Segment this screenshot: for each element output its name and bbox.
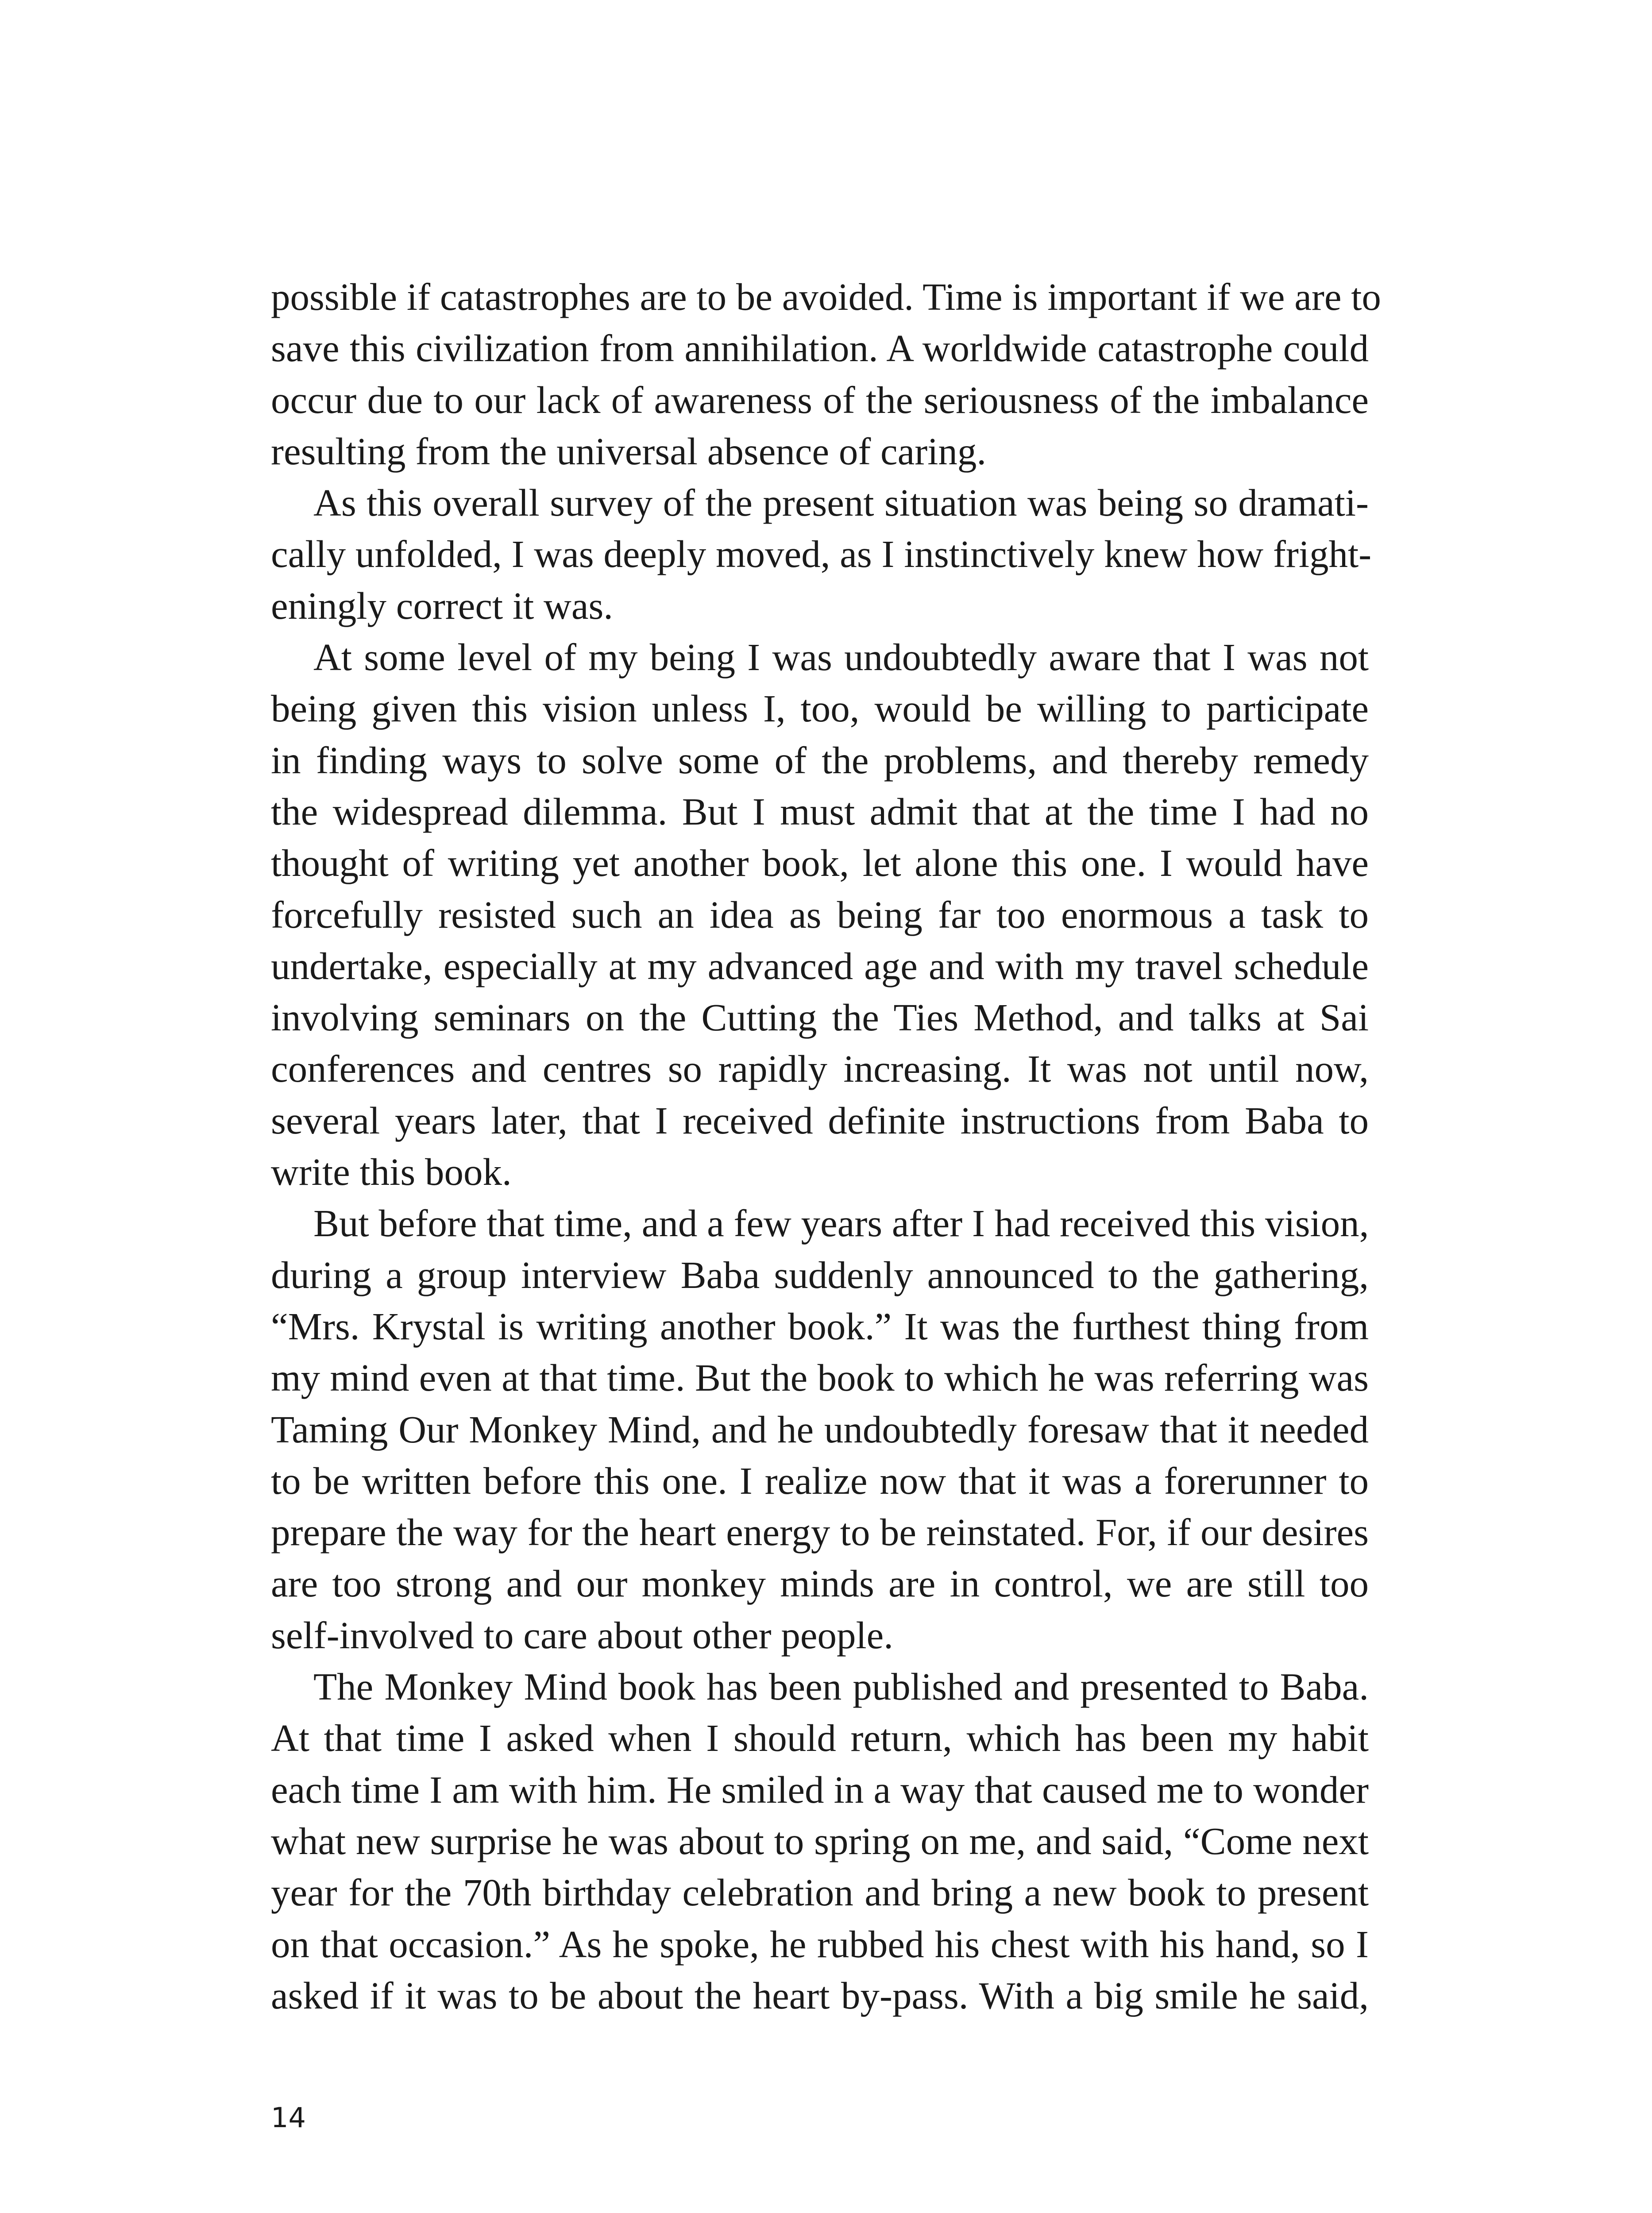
text-line: are too strong and our monkey minds are in control, we are still too	[271, 1562, 1369, 1605]
text-line: As this overall survey of the present situation was being so dramati-	[313, 481, 1369, 524]
text-line: occur due to our lack of awareness of the seriousness of the imbalance	[271, 378, 1369, 421]
text-line: possible if catastrophes are to be avoided. Time is important if we are to	[271, 275, 1381, 318]
text-line: self-involved to care about other people.	[271, 1613, 893, 1657]
text-line: eningly correct it was.	[271, 584, 614, 627]
text-line: during a group interview Baba suddenly announced to the gathering,	[271, 1253, 1369, 1296]
text-line: several years later, that I received definite instructions from Baba to	[271, 1099, 1369, 1142]
text-line: undertake, especially at my advanced age and with my travel schedule	[271, 944, 1369, 987]
text-line: being given this vision unless I, too, would be willing to participate	[271, 687, 1369, 730]
paragraph	[271, 1198, 1369, 1661]
paragraph	[271, 271, 1381, 477]
text-line: The Monkey Mind book has been published and presented to Baba.	[313, 1665, 1369, 1708]
text-line: thought of writing yet another book, let alone this one. I would have	[271, 841, 1369, 885]
text-line: write this book.	[271, 1150, 512, 1194]
text-line: the widespread dilemma. But I must admit that at the time I had no	[271, 790, 1369, 833]
text-line: asked if it was to be about the heart by-pass. With a big smile he said,	[271, 1974, 1369, 2017]
text-line: on that occasion.” As he spoke, he rubbed his chest with his hand, so I	[271, 1922, 1369, 1966]
text-line: in finding ways to solve some of the problems, and thereby remedy	[271, 738, 1369, 782]
text-line: each time I am with him. He smiled in a way that caused me to wonder	[271, 1768, 1369, 1811]
text-line: “Mrs. Krystal is writing another book.” It was the furthest thing from	[271, 1304, 1369, 1348]
text-line: year for the 70th birthday celebration and bring a new book to present	[271, 1871, 1369, 1914]
text-line: conferences and centres so rapidly increasing. It was not until now,	[271, 1047, 1369, 1091]
text-line: what new surprise he was about to spring on me, and said, “Come next	[271, 1819, 1369, 1862]
text-line: prepare the way for the heart energy to be reinstated. For, if our desires	[271, 1511, 1369, 1554]
text-line: At some level of my being I was undoubtedly aware that I was not	[313, 636, 1369, 679]
text-line: to be written before this one. I realize now that it was a forerunner to	[271, 1459, 1369, 1502]
text-line: involving seminars on the Cutting the Ties Method, and talks at Sai	[271, 996, 1369, 1039]
paragraph	[271, 1661, 1369, 2021]
body-text	[271, 271, 1381, 2021]
text-line: resulting from the universal absence of caring.	[271, 429, 987, 473]
page-number: 14	[271, 2101, 306, 2134]
paragraph	[271, 632, 1369, 1198]
text-line: But before that time, and a few years after I had received this vision,	[313, 1202, 1369, 1245]
text-line: save this civilization from annihilation. A worldwide catastrophe could	[271, 327, 1369, 370]
text-line: my mind even at that time. But the book to which he was referring was	[271, 1356, 1369, 1400]
text-line: cally unfolded, I was deeply moved, as I instinctively knew how fright-	[271, 532, 1372, 576]
text-line: forcefully resisted such an idea as being far too enormous a task to	[271, 893, 1369, 936]
paragraph	[271, 477, 1372, 632]
text-line: At that time I asked when I should return, which has been my habit	[271, 1716, 1369, 1760]
text-line: Taming Our Monkey Mind, and he undoubtedly foresaw that it needed	[271, 1407, 1369, 1451]
